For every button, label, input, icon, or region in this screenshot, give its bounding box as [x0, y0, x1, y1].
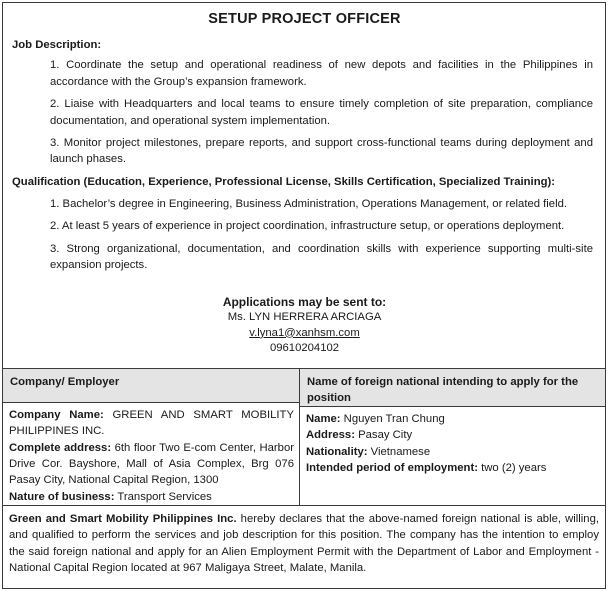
fn-address-value: Pasay City [358, 429, 413, 442]
fn-nationality-label: Nationality: [306, 445, 368, 458]
company-name-label: Company Name: [9, 408, 104, 421]
job-description-item: 2. Liaise with Headquarters and local teams to ensure timely completion of site preparation, compliance documentation, and operational system implementation. [50, 98, 593, 127]
contact-block [12, 294, 597, 357]
job-notice [2, 2, 606, 589]
fn-name-label: Name: [306, 413, 341, 425]
qualification-heading: Qualification (Education, Experience, Professional License, Skills Certification, Specialized Training): [12, 175, 556, 188]
contact-email-link[interactable]: v.lyna1@xanhsm.com [249, 326, 360, 339]
employer-details [3, 403, 299, 505]
job-description-heading: Job Description: [12, 39, 102, 52]
company-address-label: Complete address: [9, 441, 112, 454]
job-description-item: 1. Coordinate the setup and operational readiness of new depots and facilities in the Philippines in accordance with the Group’s expansion framework. [50, 59, 593, 88]
foreign-national-details [300, 407, 605, 477]
employer-column [3, 369, 300, 505]
details-table [3, 369, 605, 506]
fn-period-value: two (2) years [481, 462, 547, 475]
job-section [3, 3, 605, 369]
job-description-item: 3. Monitor project milestones, prepare reports, and support cross-functional teams during deployment and launch phases. [50, 136, 593, 166]
qualification-item: 3. Strong organizational, documentation, and coordination skills with experience supporting multi-site expansion projects. [50, 242, 593, 272]
business-label: Nature of business: [9, 490, 115, 503]
company-address-value: 6th floor Two E-com Center, Harbor Drive Cor. Bayshore, Mall of Asia Complex, Brg 076 Pasay City, National Capital Region, 1300 [9, 441, 295, 487]
business-value: Transport Services [117, 490, 212, 503]
qualification-item: 2. At least 5 years of experience in project coordination, infrastructure setup, or operations deployment. [50, 220, 565, 233]
declaration-text: hereby declares that the above-named foreign national is able, willing, and qualified to perform the services and job description for this position. The company has the intention to employ the said foreign national and apply for an Alien Employment Permit with the Department of Labor and Employment -National Capital Region located at 967 Maligaya Street, Malate, Manila. [9, 513, 599, 575]
fn-nationality-value: Vietnamese [370, 445, 431, 458]
fn-period-label: Intended period of employment: [306, 462, 478, 475]
page-title: SETUP PROJECT OFFICER [208, 11, 401, 27]
company-name-value: GREEN AND SMART MOBILITY PHILIPPINES INC. [9, 408, 294, 438]
qualification-item: 1. Bachelor’s degree in Engineering, Business Administration, Operations Management, or related field. [50, 198, 568, 211]
contact-heading: Applications may be sent to: [222, 294, 387, 309]
foreign-national-header: Name of foreign national intending to apply for the position [300, 369, 605, 407]
contact-name: Ms. LYN HERRERA ARCIAGA [227, 311, 382, 324]
employer-header: Company/ Employer [3, 369, 299, 403]
fn-address-label: Address: [306, 429, 355, 442]
contact-phone: 09610204102 [269, 342, 340, 355]
fn-name-value: Nguyen Tran Chung [343, 413, 445, 425]
declaration [3, 506, 605, 577]
declaration-company: Green and Smart Mobility Philippines Inc. [9, 513, 237, 525]
foreign-national-column [300, 369, 605, 505]
